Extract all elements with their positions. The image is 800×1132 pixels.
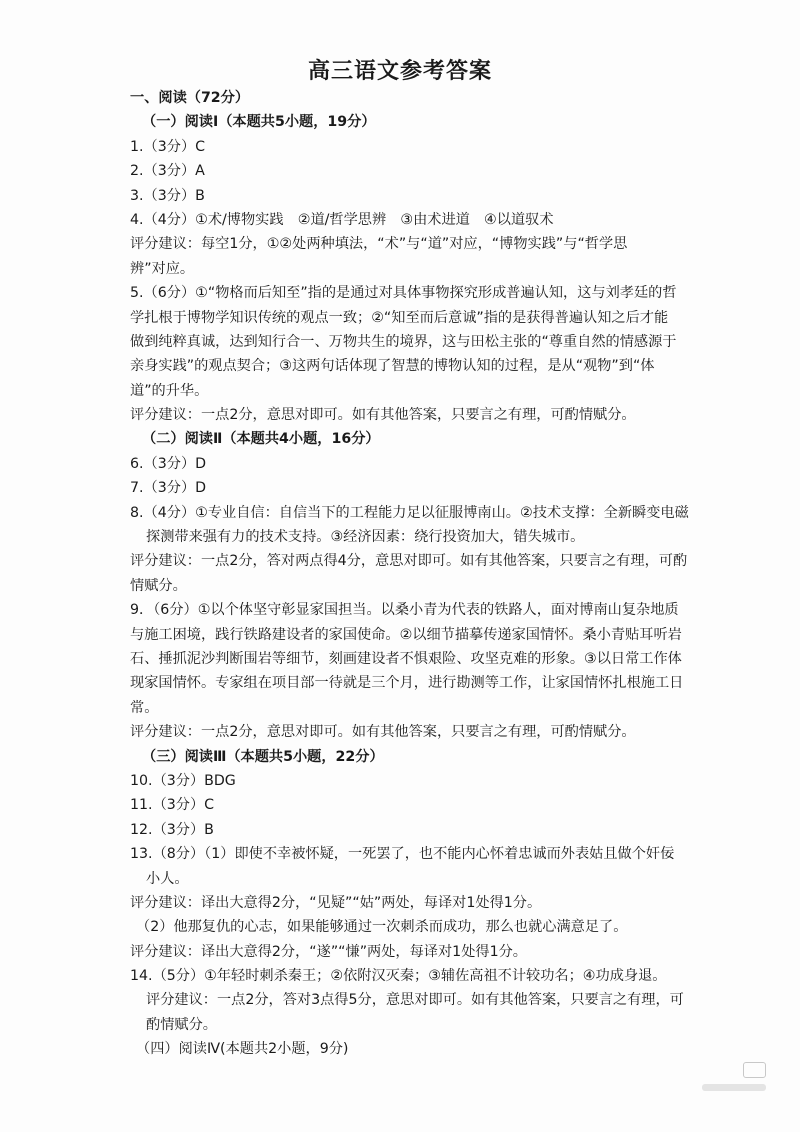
part-heading: 一、阅读（72分） — [130, 90, 250, 106]
answer-line: 7.（3分）D — [130, 480, 207, 497]
answer-line: 12.（3分）B — [130, 821, 214, 838]
answer-line: 做到纯粹真诚，达到知行合一、万物共生的境界，这与田松主张的“尊重自然的情感源于 — [130, 333, 677, 350]
answer-line: 4.（4分）①术/博物实践 ②道/哲学思辨 ③由术进道 ④以道驭术 — [130, 211, 554, 228]
answer-line: 1.（3分）C — [130, 138, 206, 155]
answer-content — [130, 86, 710, 1062]
scoring-note: 评分建议：译出大意得2分，“遂”“慊”两处，每译对1处得1分。 — [130, 943, 527, 960]
answer-line: 10.（3分）BDG — [130, 772, 236, 789]
answer-line: 5.（6分）①“物格而后知至”指的是通过对具体事物探究形成普遍认知，这与刘孝廷的哲 — [130, 285, 677, 302]
section-heading: （四）阅读Ⅳ(本题共2小题，9分) — [136, 1041, 349, 1058]
answer-line: 9．（6分）①以个体坚守彰显家国担当。以桑小青为代表的铁路人，面对博南山复杂地质 — [130, 602, 679, 619]
answer-line: 道”的升华。 — [130, 382, 209, 399]
answer-line: （2）他那复仇的心志，如果能够通过一次刺杀而成功，那么也就心满意足了。 — [136, 919, 628, 936]
watermark-line — [702, 1084, 766, 1091]
answer-line: 小人。 — [146, 870, 189, 887]
scoring-note: 评分建议：一点2分，意思对即可。如有其他答案，只要言之有理，可酌情赋分。 — [130, 724, 636, 741]
watermark-logo — [743, 1062, 766, 1078]
answer-line: 现家国情怀。专家组在项目部一待就是三个月，进行勘测等工作，让家国情怀扎根施工日 — [130, 675, 684, 692]
answer-line: 石、捶抓泥沙判断围岩等细节，刻画建设者不惧艰险、攻坚克难的形象。③以日常工作体 — [130, 650, 682, 667]
answer-line: 8.（4分）①专业自信：自信当下的工程能力足以征服博南山。②技术支撑：全新瞬变电磁 — [130, 504, 689, 521]
section-heading: （一）阅读Ⅰ（本题共5小题，19分） — [142, 114, 376, 131]
answer-line: 与施工困境，践行铁路建设者的家国使命。②以细节描摹传递家国情怀。桑小青贴耳听岩 — [130, 626, 682, 643]
scoring-note: 评分建议：每空1分，①②处两种填法，“术”与“道”对应，“博物实践”与“哲学思 — [130, 236, 628, 253]
answer-line: 常。 — [130, 699, 159, 716]
scoring-note: 情赋分。 — [130, 577, 187, 594]
page-title: 高三语文参考答案 — [307, 59, 492, 84]
answer-line: 13.（8分）（1）即使不幸被怀疑，一死罢了，也不能内心怀着忠诚而外表姑且做个奸佞 — [130, 846, 675, 863]
scoring-note: 评分建议：一点2分，意思对即可。如有其他答案，只要言之有理，可酌情赋分。 — [130, 407, 636, 424]
scoring-note: 辨”对应。 — [130, 260, 195, 277]
section-heading: （三）阅读Ⅲ（本题共5小题，22分） — [142, 748, 384, 765]
section-heading: （二）阅读Ⅱ（本题共4小题，16分） — [142, 431, 380, 448]
answer-line: 11.（3分）C — [130, 797, 215, 814]
scoring-note: 评分建议：一点2分，答对两点得4分，意思对即可。如有其他答案，只要言之有理，可酌 — [130, 553, 688, 570]
answer-line: 学扎根于博物学知识传统的观点一致；②“知至而后意诚”指的是获得普遍认知之后才能 — [130, 309, 669, 326]
answer-line: 6.（3分）D — [130, 455, 207, 472]
watermark — [694, 1062, 766, 1096]
scoring-note: 评分建议：译出大意得2分，“见疑”“姑”两处，每译对1处得1分。 — [130, 894, 542, 911]
scoring-note: 评分建议：一点2分，答对3点得5分，意思对即可。如有其他答案，只要言之有理，可 — [146, 992, 684, 1009]
scoring-note: 酌情赋分。 — [146, 1016, 217, 1033]
answer-line: 3.（3分）B — [130, 187, 205, 204]
answer-line: 2.（3分）A — [130, 163, 205, 180]
answer-line: 探测带来强有力的技术支持。③经济因素：绕行投资加大，错失城市。 — [146, 529, 585, 546]
answer-line: 亲身实践”的观点契合；③这两句话体现了智慧的博物认知的过程，是从“观物”到“体 — [130, 358, 655, 375]
answer-line: 14.（5分）①年轻时刺杀秦王；②依附汉灭秦；③辅佐高祖不计较功名；④功成身退。 — [130, 968, 667, 985]
